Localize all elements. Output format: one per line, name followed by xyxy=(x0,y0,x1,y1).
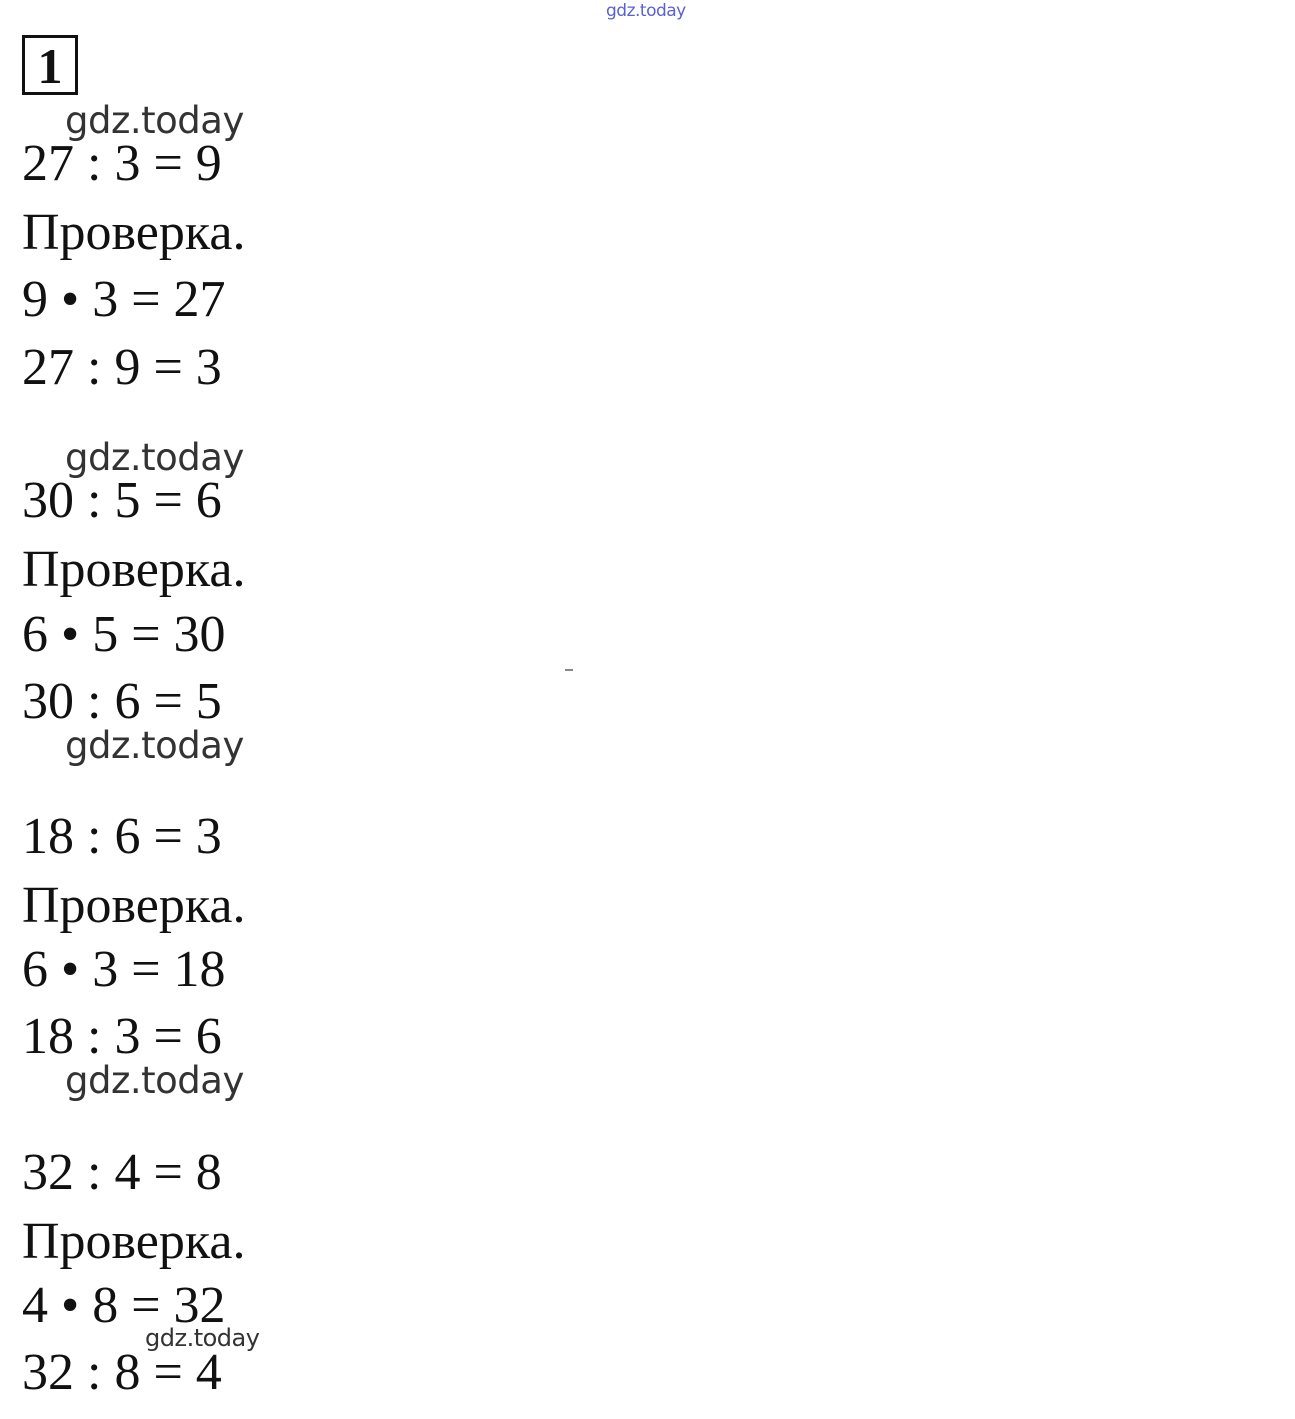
watermark-text: gdz.today xyxy=(65,724,244,767)
check-division: 32 : 8 = 4 xyxy=(22,1344,222,1401)
check-multiplication: 4 • 8 = 32 xyxy=(22,1277,226,1334)
check-division: 30 : 6 = 5 xyxy=(22,673,222,730)
check-label: Проверка. xyxy=(22,877,246,934)
watermark-text: gdz.today xyxy=(65,436,244,479)
watermark-text: gdz.today xyxy=(145,1324,260,1352)
check-multiplication: 6 • 3 = 18 xyxy=(22,941,226,998)
equation: 32 : 4 = 8 xyxy=(22,1144,222,1201)
check-division: 27 : 9 = 3 xyxy=(22,339,222,396)
watermark-text: gdz.today xyxy=(65,99,244,142)
check-label: Проверка. xyxy=(22,204,246,261)
top-watermark: gdz.today xyxy=(606,1,686,21)
equation: 30 : 5 = 6 xyxy=(22,472,222,529)
watermark-text: gdz.today xyxy=(65,1059,244,1102)
equation: 18 : 6 = 3 xyxy=(22,808,222,865)
task-number-box: 1 xyxy=(22,35,78,95)
check-division: 18 : 3 = 6 xyxy=(22,1008,222,1065)
equation: 27 : 3 = 9 xyxy=(22,135,222,192)
check-multiplication: 6 • 5 = 30 xyxy=(22,606,226,663)
check-label: Проверка. xyxy=(22,1213,246,1270)
scan-speck xyxy=(565,669,573,671)
check-multiplication: 9 • 3 = 27 xyxy=(22,271,226,328)
check-label: Проверка. xyxy=(22,541,246,598)
